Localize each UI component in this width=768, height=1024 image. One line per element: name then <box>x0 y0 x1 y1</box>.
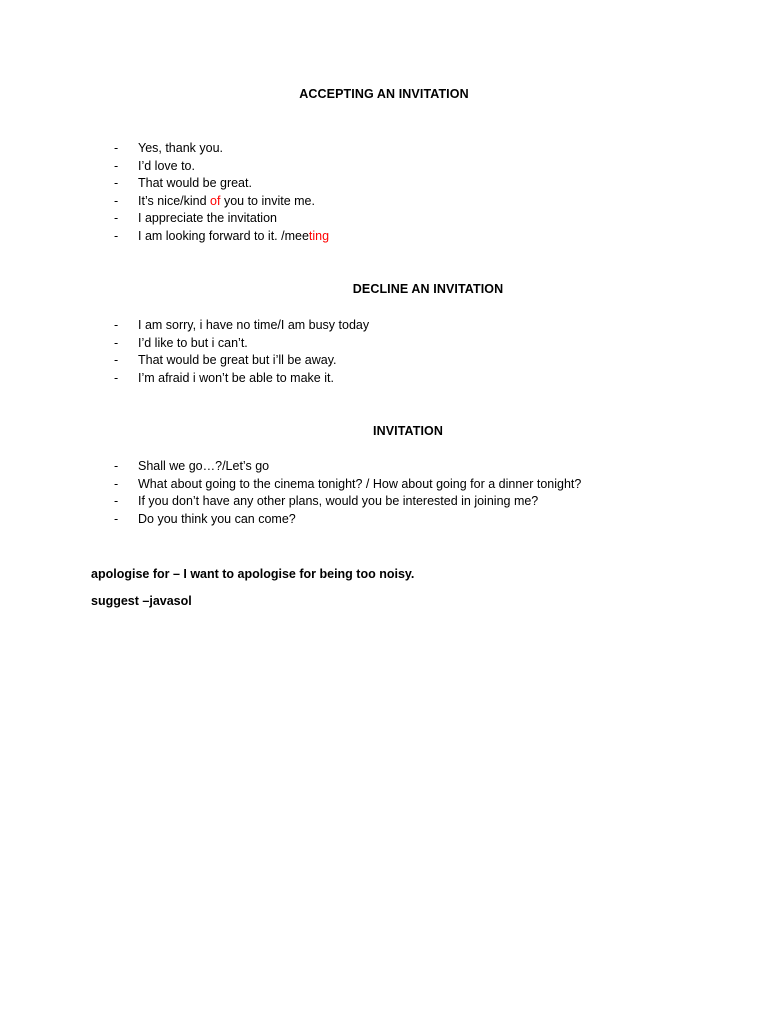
list-item-text: I’m afraid i won’t be able to make it. <box>138 370 334 385</box>
list-item-text: That would be great. <box>138 176 252 191</box>
list-item-text: I’d love to. <box>138 158 195 173</box>
invitation-list <box>114 458 581 528</box>
list-item <box>114 335 369 353</box>
accepting-list <box>114 140 329 246</box>
declining-heading: DECLINE AN INVITATION <box>352 282 504 296</box>
list-item-text: Yes, thank you. <box>138 141 224 155</box>
list-item <box>114 193 329 211</box>
list-item-text: It’s nice/kind <box>138 193 211 208</box>
list-item <box>114 228 329 246</box>
bullet-dash: - <box>114 459 119 473</box>
list-item-text: I appreciate the invitation <box>138 211 277 226</box>
list-item-text: Shall we go…?/Let’s go <box>138 459 270 473</box>
bullet-dash: - <box>114 158 119 173</box>
list-item <box>114 317 369 335</box>
bullet-dash: - <box>114 476 119 491</box>
list-item <box>114 158 329 176</box>
list-item <box>114 493 581 511</box>
invitation-heading: INVITATION <box>373 424 443 438</box>
bullet-dash: - <box>114 193 119 208</box>
list-item <box>114 352 369 370</box>
accepting-heading: ACCEPTING AN INVITATION <box>299 87 469 101</box>
bullet-dash: - <box>114 211 119 226</box>
list-item <box>114 458 581 476</box>
list-item <box>114 210 329 228</box>
list-item <box>114 140 329 158</box>
bullet-dash: - <box>114 318 119 332</box>
list-item-text: I’d like to but i can’t. <box>138 335 248 350</box>
bullet-dash: - <box>114 494 119 509</box>
apologise-note: apologise for – I want to apologise for being too noisy. <box>91 567 415 581</box>
bullet-dash: - <box>114 335 119 350</box>
highlighted-text: ting <box>308 228 330 243</box>
bullet-dash: - <box>114 176 119 191</box>
highlighted-text: of <box>210 193 221 208</box>
declining-list <box>114 317 369 387</box>
suggest-note: suggest –javasol <box>91 594 192 608</box>
bullet-dash: - <box>114 353 119 368</box>
bullet-dash: - <box>114 511 119 526</box>
list-item-text: Do you think you can come? <box>138 511 296 526</box>
bullet-dash: - <box>114 370 119 385</box>
list-item-text: I am sorry, i have no time/I am busy today <box>138 318 370 332</box>
list-item-text: I am looking forward to it. /mee <box>138 228 309 243</box>
list-item-text: What about going to the cinema tonight? / How about going for a dinner tonight? <box>138 476 582 491</box>
list-item <box>114 511 581 529</box>
list-item <box>114 370 369 388</box>
bullet-dash: - <box>114 141 119 155</box>
bullet-dash: - <box>114 228 119 243</box>
list-item-text: That would be great but i’ll be away. <box>138 353 337 368</box>
list-item-text: If you don’t have any other plans, would you be interested in joining me? <box>138 494 539 509</box>
list-item-text: you to invite me. <box>220 193 315 208</box>
list-item <box>114 476 581 494</box>
list-item <box>114 175 329 193</box>
